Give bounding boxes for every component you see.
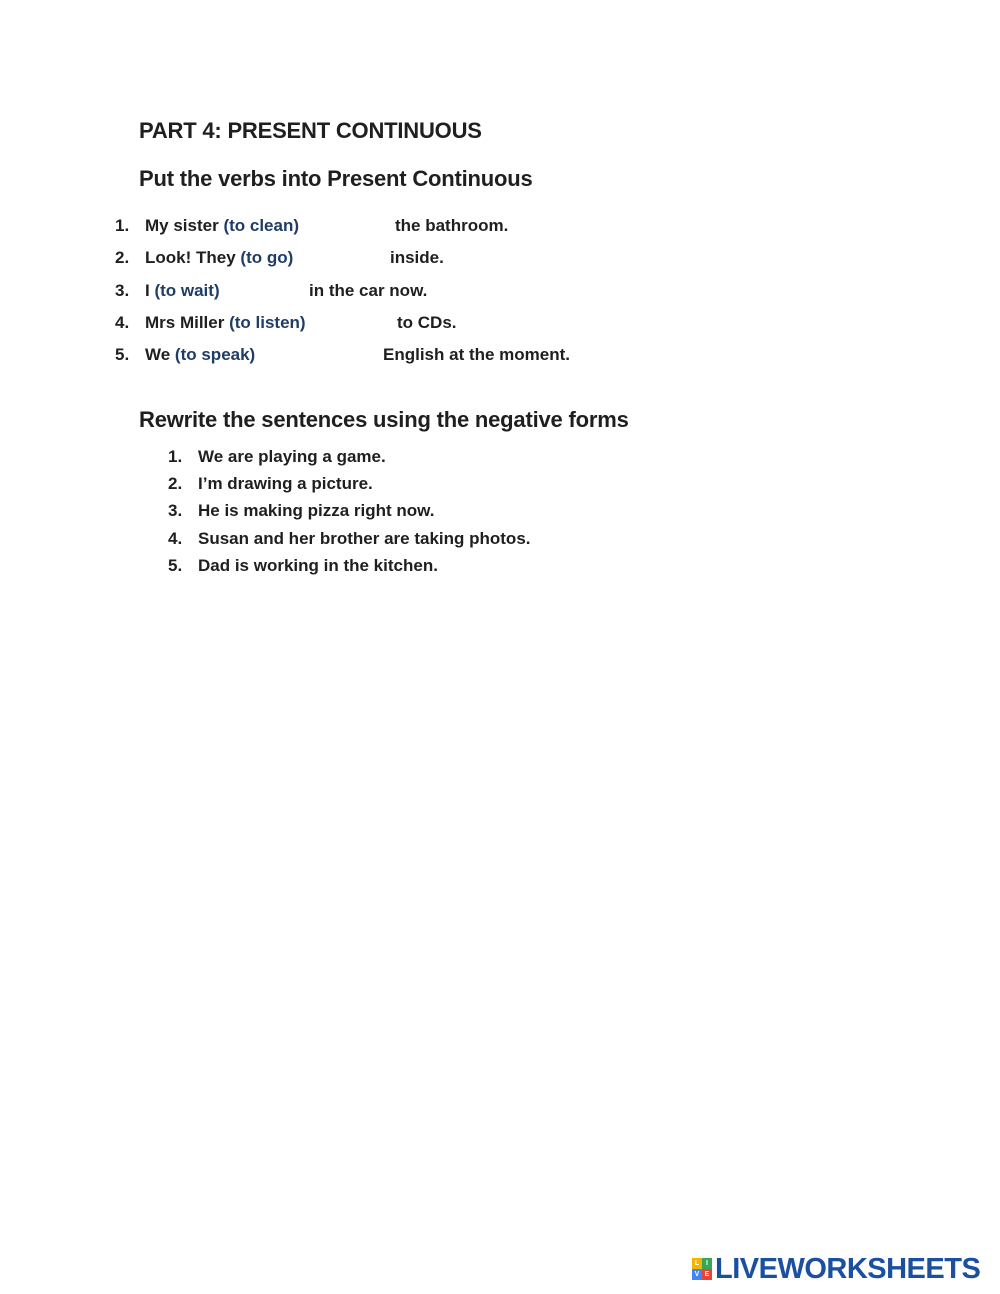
liveworksheets-logo-icon: L I V E	[692, 1258, 712, 1280]
item-number: 5.	[115, 345, 130, 364]
sentence-start	[145, 313, 306, 333]
item-number: 3.	[115, 281, 130, 300]
sentence-text: Dad is working in the kitchen.	[198, 556, 438, 575]
verb-prompt: (to wait)	[154, 281, 220, 300]
sentence-text: We are playing a game.	[198, 447, 386, 466]
sentence-before: We	[145, 345, 175, 364]
sentence-before: Mrs Miller	[145, 313, 230, 332]
item-number: 2.	[115, 248, 130, 267]
item-number: 3.	[168, 501, 183, 520]
sentence-start	[145, 248, 293, 268]
verb-prompt: (to clean)	[223, 216, 299, 235]
sentence-text: He is making pizza right now.	[198, 501, 435, 520]
sentence-end: the bathroom.	[395, 216, 509, 235]
logo-text: LIVEWORKSHEETS	[715, 1252, 981, 1285]
item-number: 2.	[168, 474, 183, 493]
verb-prompt: (to listen)	[229, 313, 306, 332]
verb-prompt: (to go)	[240, 248, 294, 267]
sentence-start	[145, 281, 220, 301]
sentence-start	[145, 345, 255, 365]
liveworksheets-logo	[692, 1254, 980, 1284]
sentence-end: English at the moment.	[383, 345, 571, 364]
sentence-text: Susan and her brother are taking photos.	[198, 529, 531, 548]
page-title: PART 4: PRESENT CONTINUOUS	[139, 118, 482, 143]
item-number: 4.	[115, 313, 130, 332]
sentence-before: My sister	[145, 216, 224, 235]
sentence-before: Look! They	[145, 248, 241, 267]
sentence-before: I	[145, 281, 155, 300]
item-number: 5.	[168, 556, 183, 575]
verb-prompt: (to speak)	[174, 345, 256, 364]
item-number: 1.	[115, 216, 130, 235]
sentence-end: in the car now.	[309, 281, 428, 300]
sentence-end: inside.	[390, 248, 444, 267]
sentence-end: to CDs.	[397, 313, 457, 332]
item-number: 4.	[168, 529, 183, 548]
sentence-start	[145, 216, 299, 236]
exercise1-title: Put the verbs into Present Continuous	[139, 166, 533, 191]
exercise2-title: Rewrite the sentences using the negative forms	[139, 407, 629, 432]
sentence-text: I’m drawing a picture.	[198, 474, 373, 493]
item-number: 1.	[168, 447, 183, 466]
